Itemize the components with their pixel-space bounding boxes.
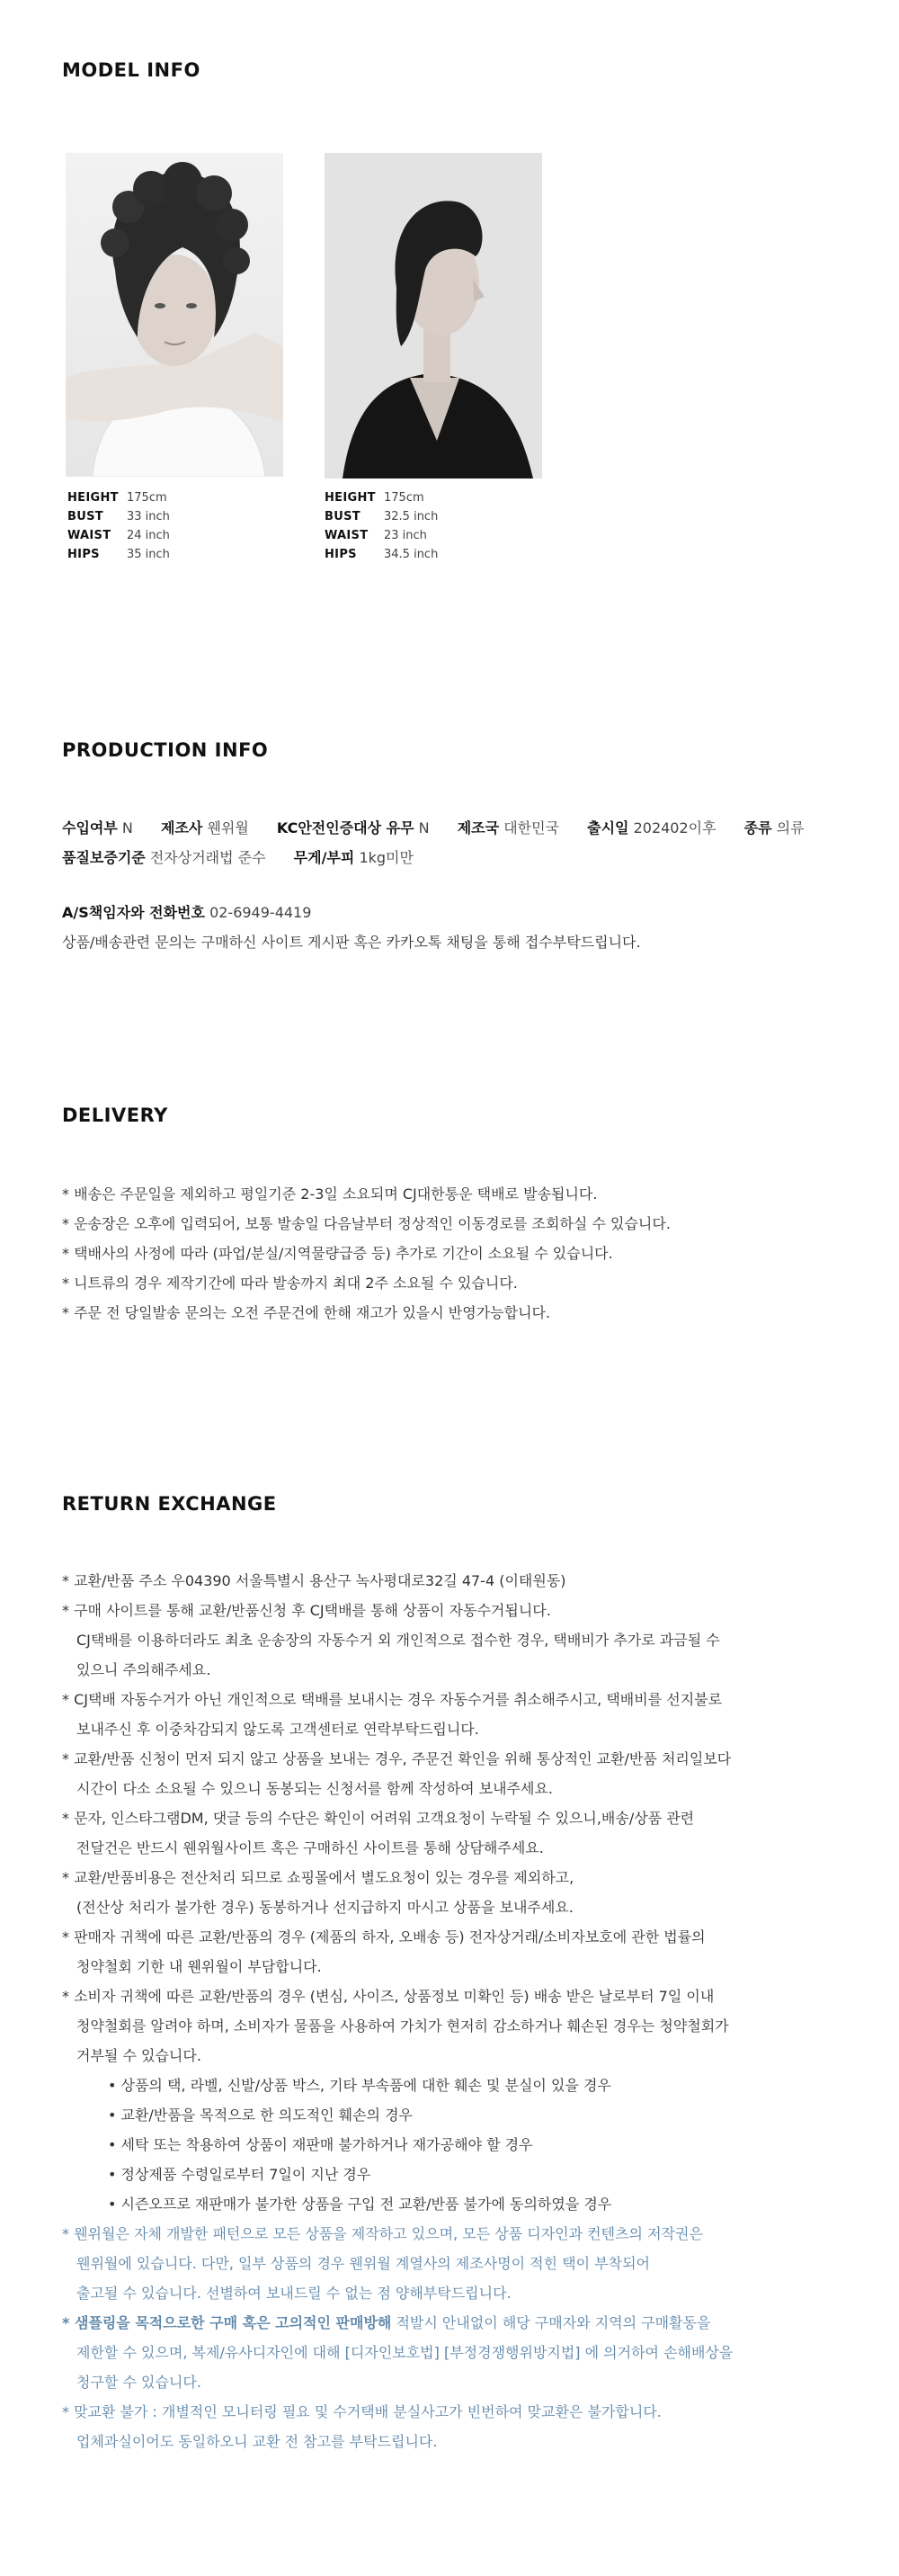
stat-label: HEIGHT bbox=[325, 491, 376, 505]
spec-value: N bbox=[121, 819, 133, 836]
return-sub-item: • 상품의 택, 라벨, 신발/상품 박스, 기타 부속품에 대한 훼손 및 분실이 있을 경우 bbox=[108, 2077, 611, 2094]
as-contact bbox=[62, 901, 334, 922]
stat-value: 32.5 inch bbox=[384, 510, 439, 523]
delivery-line: * 택배사의 사정에 따라 (파업/분실/지역물량급증 등) 추가로 기간이 소요될 수 있습니다. bbox=[62, 1245, 613, 1262]
as-contact-note: 상품/배송관련 문의는 구매하신 사이트 게시판 혹은 카카오톡 채팅을 통해 접수부탁드립니다. bbox=[62, 934, 641, 951]
copyright-notice-line: 웬위월에 있습니다. 다만, 일부 상품의 경우 웬위월 계열사의 제조사명이 적힌 택이 부착되어 bbox=[76, 2255, 650, 2272]
stat-label: HIPS bbox=[325, 548, 357, 561]
return-line: 거부될 수 있습니다. bbox=[76, 2047, 201, 2064]
spec-label: 종류 bbox=[743, 819, 772, 836]
return-sub-item: • 세탁 또는 착용하여 상품이 재판매 불가하거나 재가공해야 할 경우 bbox=[108, 2136, 533, 2153]
return-sub-item: • 시즌오프로 재판매가 불가한 상품을 구입 전 교환/반품 불가에 동의하였을 경우 bbox=[108, 2196, 612, 2213]
stat-row bbox=[325, 545, 438, 564]
return-exchange-title: RETURN EXCHANGE bbox=[62, 1493, 277, 1515]
return-sub-item: • 정상제품 수령일로부터 7일이 지난 경우 bbox=[108, 2166, 371, 2183]
spec-value: 202402이후 bbox=[633, 819, 717, 836]
stat-row bbox=[67, 526, 170, 545]
copyright-notice-line: 출고될 수 있습니다. 선별하여 보내드릴 수 없는 점 양해부탁드립니다. bbox=[76, 2285, 512, 2302]
delivery-line: * 배송은 주문일을 제외하고 평일기준 2-3일 소요되며 CJ대한통운 택배로 발송됩니다. bbox=[62, 1185, 598, 1203]
as-contact-phone: 02-6949-4419 bbox=[209, 904, 312, 921]
delivery-line: * 주문 전 당일발송 문의는 오전 주문건에 한해 재고가 있을시 반영가능합니다. bbox=[62, 1304, 551, 1321]
return-line: * 판매자 귀책에 따른 교환/반품의 경우 (제품의 하자, 오배송 등) 전자상거래/소비자보호에 관한 법률의 bbox=[62, 1928, 706, 1945]
stat-value: 23 inch bbox=[384, 529, 427, 542]
stat-row bbox=[325, 488, 438, 507]
model-2-stats bbox=[325, 488, 438, 564]
delivery-line: * 니트류의 경우 제작기간에 따라 발송까지 최대 2주 소요될 수 있습니다. bbox=[62, 1275, 518, 1292]
no-swap-notice-line: * 맞교환 불가 : 개별적인 모니터링 필요 및 수거택배 분실사고가 빈번하여 맞교환은 불가합니다. bbox=[62, 2403, 662, 2420]
return-line: * 교환/반품 신청이 먼저 되지 않고 상품을 보내는 경우, 주문건 확인을 위해 통상적인 교환/반품 처리일보다 bbox=[62, 1750, 732, 1767]
stat-value: 35 inch bbox=[127, 548, 170, 561]
spec-label: 무게/부피 bbox=[293, 849, 355, 866]
delivery-line: * 운송장은 오후에 입력되어, 보통 발송일 다음날부터 정상적인 이동경로를 조회하실 수 있습니다. bbox=[62, 1215, 671, 1232]
spec-value: 대한민국 bbox=[503, 819, 560, 836]
return-line: * 교환/반품 주소 우04390 서울특별시 용산구 녹사평대로32길 47-4 (이태원동) bbox=[62, 1572, 566, 1589]
return-line: * 소비자 귀책에 따른 교환/반품의 경우 (변심, 사이즈, 상품정보 미확인 등) 배송 받은 날로부터 7일 이내 bbox=[62, 1988, 715, 2005]
return-line: 청약철회를 알려야 하며, 소비자가 물품을 사용하여 가치가 현저히 감소하거나 훼손된 경우는 청약철회가 bbox=[76, 2017, 729, 2035]
return-line: * CJ택배 자동수거가 아닌 개인적으로 택배를 보내시는 경우 자동수거를 취소해주시고, 택배비를 선지불로 bbox=[62, 1691, 723, 1708]
spec-value: 의류 bbox=[776, 819, 805, 836]
spec-value: N bbox=[418, 819, 430, 836]
stat-value: 175cm bbox=[384, 491, 424, 505]
stat-row bbox=[325, 507, 438, 526]
stat-value: 175cm bbox=[127, 491, 167, 505]
model-2-photo bbox=[325, 153, 542, 479]
stat-row bbox=[325, 526, 438, 545]
return-line: CJ택배를 이용하더라도 최초 운송장의 자동수거 외 개인적으로 접수한 경우, 택배비가 추가로 과금될 수 bbox=[76, 1632, 720, 1649]
spec-label: 출시일 bbox=[587, 819, 629, 836]
return-line: * 구매 사이트를 통해 교환/반품신청 후 CJ택배를 통해 상품이 자동수거됩니다. bbox=[62, 1602, 551, 1619]
stat-label: BUST bbox=[67, 510, 103, 523]
model-info-title: MODEL INFO bbox=[62, 59, 200, 81]
copyright-notice-line: * 웬위월은 자체 개발한 패턴으로 모든 상품을 제작하고 있으며, 모든 상품 디자인과 컨텐츠의 저작권은 bbox=[62, 2225, 703, 2242]
stat-value: 24 inch bbox=[127, 529, 170, 542]
sampling-warning-line: 청구할 수 있습니다. bbox=[76, 2374, 201, 2391]
return-line: * 문자, 인스타그램DM, 댓글 등의 수단은 확인이 어려워 고객요청이 누락될 수 있으니,배송/상품 관련 bbox=[62, 1810, 695, 1827]
stat-label: BUST bbox=[325, 510, 360, 523]
sampling-warning-line bbox=[62, 2312, 710, 2332]
model-1-stats bbox=[67, 488, 170, 564]
sampling-warning-bold: * 샘플링을 목적으로한 구매 혹은 고의적인 판매방해 bbox=[62, 2314, 392, 2331]
spec-label: 제조국 bbox=[457, 819, 500, 836]
stat-row bbox=[67, 507, 170, 526]
stat-label: HEIGHT bbox=[67, 491, 119, 505]
stat-row bbox=[67, 545, 170, 564]
stat-value: 33 inch bbox=[127, 510, 170, 523]
stat-label: WAIST bbox=[325, 529, 369, 542]
spec-value: 1kg미만 bbox=[359, 849, 414, 866]
return-line: 보내주신 후 이중차감되지 않도록 고객센터로 연락부탁드립니다. bbox=[76, 1721, 479, 1738]
delivery-title: DELIVERY bbox=[62, 1105, 168, 1126]
as-contact-label: A/S책임자와 전화번호 bbox=[62, 904, 205, 921]
return-line: 전달건은 반드시 웬위월사이트 혹은 구매하신 사이트를 통해 상담해주세요. bbox=[76, 1839, 544, 1856]
model-1-photo bbox=[66, 153, 283, 477]
sampling-warning-rest: 적발시 안내없이 해당 구매자와 지역의 구매활동을 bbox=[391, 2314, 711, 2331]
no-swap-notice-line: 업체과실이어도 동일하오니 교환 전 참고를 부탁드립니다. bbox=[76, 2433, 438, 2450]
stat-label: HIPS bbox=[67, 548, 100, 561]
sampling-warning-line: 제한할 수 있으며, 복제/유사디자인에 대해 [디자인보호법] [부정경쟁행위방지법] 에 의거하여 손해배상을 bbox=[76, 2344, 734, 2361]
production-info-title: PRODUCTION INFO bbox=[62, 739, 269, 761]
return-line: 청약철회 기한 내 웬위월이 부담합니다. bbox=[76, 1958, 322, 1975]
spec-label: 품질보증기준 bbox=[62, 849, 146, 866]
spec-label: 수입여부 bbox=[62, 819, 118, 836]
return-line: * 교환/반품비용은 전산처리 되므로 쇼핑몰에서 별도요청이 있는 경우를 제외하고, bbox=[62, 1869, 574, 1886]
spec-label: KC안전인증대상 유무 bbox=[276, 819, 414, 836]
spec-label: 제조사 bbox=[160, 819, 203, 836]
return-line: (전산상 처리가 불가한 경우) 동봉하거나 선지급하지 마시고 상품을 보내주세요. bbox=[76, 1899, 574, 1916]
spec-value: 전자상거래법 준수 bbox=[149, 849, 266, 866]
return-line: 있으니 주의해주세요. bbox=[76, 1661, 211, 1678]
stat-value: 34.5 inch bbox=[384, 548, 439, 561]
return-line: 시간이 다소 소요될 수 있으니 동봉되는 신청서를 함께 작성하여 보내주세요. bbox=[76, 1780, 553, 1797]
stat-label: WAIST bbox=[67, 529, 111, 542]
return-sub-item: • 교환/반품을 목적으로 한 의도적인 훼손의 경우 bbox=[108, 2106, 414, 2124]
stat-row bbox=[67, 488, 170, 507]
production-row-2 bbox=[62, 846, 437, 867]
production-row-1 bbox=[62, 817, 805, 837]
spec-value: 웬위월 bbox=[207, 819, 249, 836]
